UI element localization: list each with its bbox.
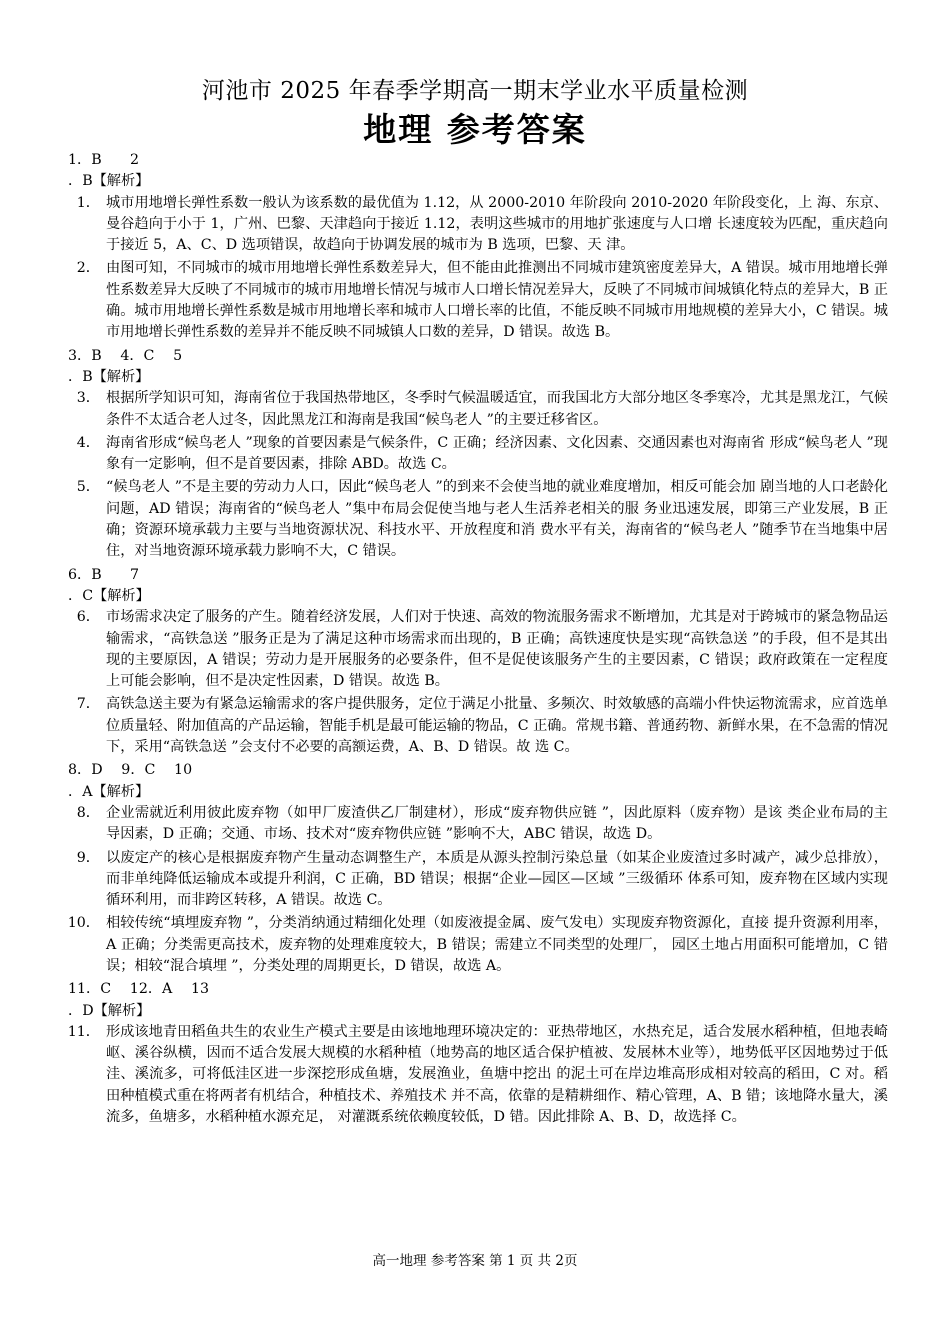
explanation-text: 海南省形成“候鸟老人 ”现象的首要因素是气候条件，C 正确；经济因素、文化因素、交通因素也对海南省 形成“候鸟老人 ”现象有一定影响，但不是首要因素，排除 ABD。故选 C。 — [106, 434, 888, 473]
answer-line: 11．C 12．A 13 — [68, 981, 210, 998]
question-number: 9． — [76, 849, 100, 866]
answer-content — [66, 150, 888, 1130]
question-number: 3． — [76, 390, 100, 407]
answer-line: ．C【解析】 — [68, 587, 150, 604]
answer-key-title: 地理 参考答案 — [363, 110, 587, 149]
page-footer: 高一地理 参考答案 第 1 页 共 2页 — [372, 1253, 578, 1269]
question-number: 6． — [76, 609, 100, 626]
explanation-text: “候鸟老人 ”不是主要的劳动力人口，因此“候鸟老人 ”的到来不会使当地的就业难度增加，相反可能会加 剧当地的人口老龄化问题，AD 错误；海南省的“候鸟老人 ”集中布局会促使当地与老人生活养老相关的服 务业迅速发展，即第三产业发展，B 正确；资源环境承载力主要与当地资源状况、科技水平、开放程度和消 费水平有关，海南省的“候鸟老人 ”随季节在当地集中居住，对当地资源环境承载力影响不大，C 错误。 — [106, 479, 888, 560]
question-number: 5． — [76, 479, 100, 496]
explanation-text: 市场需求决定了服务的产生。随着经济发展，人们对于快速、高效的物流服务需求不断增加，尤其是对于跨城市的紧急物品运输需求，“高铁急送 ”服务正是为了满足这种市场需求而出现的，B 正确；高铁速度快是实现“高铁急送 ”的手段，但不是其出现的主要原因，A 错误；劳动力是开展服务的必要条件，但不是促使该服务产生的主要因素，C 错误；政府政策在一定程度上可能会影响，但不是决定性因素，D 错误。故选 B。 — [106, 609, 888, 690]
explanation-item — [66, 258, 888, 343]
answer-line: 3．B 4．C 5 — [68, 347, 183, 364]
explanation-text: 高铁急送主要为有紧急运输需求的客户提供服务，定位于满足小批量、多频次、时效敏感的高端小件快运物流需求，应首选单位质量轻、附加值高的产品运输，智能手机是最可能运输的物品，C 正确。常规书籍、普通药物、新鲜水果，在不急需的情况下，采用“高铁急送 ”会支付不必要的高额运费，A、B、D 错误。故 选 C。 — [106, 696, 888, 756]
explanation-item — [66, 193, 888, 257]
question-number: 7． — [76, 696, 100, 713]
answer-line: 6．B 7 — [68, 566, 140, 583]
explanation-text: 企业需就近利用彼此废弃物（如甲厂废渣供乙厂制建材），形成“废弃物供应链 ”，因此原料（废弃物）是该 类企业布局的主导因素，D 正确；交通、市场、技术对“废弃物供应链 ”影响不大，ABC 错误，故选 D。 — [106, 804, 888, 843]
explanation-item — [66, 607, 888, 692]
explanation-item — [66, 913, 888, 977]
explanation-item — [66, 388, 888, 431]
explanation-item — [66, 477, 888, 562]
explanation-item — [66, 803, 888, 846]
explanation-text: 形成该地青田稻鱼共生的农业生产模式主要是由该地地理环境决定的：亚热带地区，水热充足，适合发展水稻种植，但地表崎岖、溪谷纵横，因而不适合发展大规模的水稻种植（地势高的地区适合保护植被、发展林木业等），地势低平区因地势过于低洼、溪流多，可将低洼区进一步深挖形成鱼塘，发展渔业，鱼塘中挖出 的泥土可在岸边堆高形成相对较高的稻田，C 对。稻田种植模式重在将两者有机结合，种植技术、养殖技术 并不高，依靠的是精耕细作、精心管理，A、B 错；该地降水量大，溪流多，鱼塘多，水稻种植水源充足， 对灌溉系统依赖度较低，D 错。因此排除 A、B、D，故选择 C。 — [106, 1023, 888, 1126]
answer-line: ．D【解析】 — [68, 1002, 151, 1019]
answer-line: ．A【解析】 — [68, 783, 150, 800]
explanation-text: 相较传统“填埋废弃物 ”，分类消纳通过精细化处理（如废液提金属、废气发电）实现废弃物资源化，直接 提升资源利用率，A 正确；分类需更高技术，废弃物的处理难度较大，B 错误；需建立不同类型的处理厂， 园区土地占用面积可能增加，C 错误；相较“混合填埋 ”，分类处理的周期更长，D 错误，故选 A。 — [106, 915, 888, 974]
explanation-item — [66, 1022, 888, 1128]
question-number: 4． — [76, 434, 100, 451]
explanation-item — [66, 694, 888, 758]
question-number: 8． — [76, 804, 100, 821]
answer-line: ．B【解析】 — [68, 173, 150, 190]
answer-line: 1．B 2 — [68, 152, 140, 168]
answer-line: 8．D 9．C 10 — [68, 762, 193, 779]
question-number: 10． — [67, 915, 100, 932]
explanation-item — [66, 433, 888, 476]
question-number: 2． — [76, 260, 100, 277]
explanation-item — [66, 848, 888, 912]
answer-line: ．B【解析】 — [68, 368, 150, 385]
explanation-text: 根据所学知识可知，海南省位于我国热带地区，冬季时气候温暖适宜，而我国北方大部分地区冬季寒冷，尤其是黑龙江，气候条件不太适合老人过冬，因此黑龙江和海南是我国“候鸟老人 ”的主要迁移省区。 — [106, 390, 888, 428]
question-number: 1． — [76, 194, 100, 211]
question-number: 11． — [67, 1023, 100, 1040]
explanation-text: 由图可知，不同城市的城市用地增长弹性系数差异大，但不能由此推测出不同城市建筑密度差异大，A 错误。城市用地增长弹性系数差异大反映了不同城市的城市用地增长情况与城市人口增长情况差异大，反映了不同城市间城镇化特点的差异大，B 正确。城市用地增长弹性系数是城市用地增长率和城市人口增长率的比值，不能反映不同城市用地规模的差异大小，C 错误。城市用地增长弹性系数的差异并不能反映不同城镇人口数的差异，D 错误。故选 B。 — [106, 260, 888, 341]
explanation-text: 以废定产的核心是根据废弃物产生量动态调整生产，本质是从源头控制污染总量（如某企业废渣过多时减产，减少总排放），而非单纯降低运输成本或提升利润，C 正确，BD 错误；根据“企业—园区—区域 ”三级循环 体系可知，废弃物在区域内实现循环利用，而非跨区转移，A 错误。故选 C。 — [106, 849, 888, 909]
exam-title: 河池市 2025 年春季学期高一期末学业水平质量检测 — [201, 78, 749, 104]
explanation-text: 城市用地增长弹性系数一般认为该系数的最优值为 1.12，从 2000-2010 年阶段向 2010-2020 年阶段变化，上 海、东京、曼谷趋向于小于 1，广州、巴黎、天津趋向于接近 1.12，表明这些城市的用地扩张速度与人口增 长速度较为匹配，重庆趋向于接近 5，A、C、D 选项错误，故趋向于协调发展的城市为 B 选项，巴黎、天 津。 — [106, 194, 888, 254]
